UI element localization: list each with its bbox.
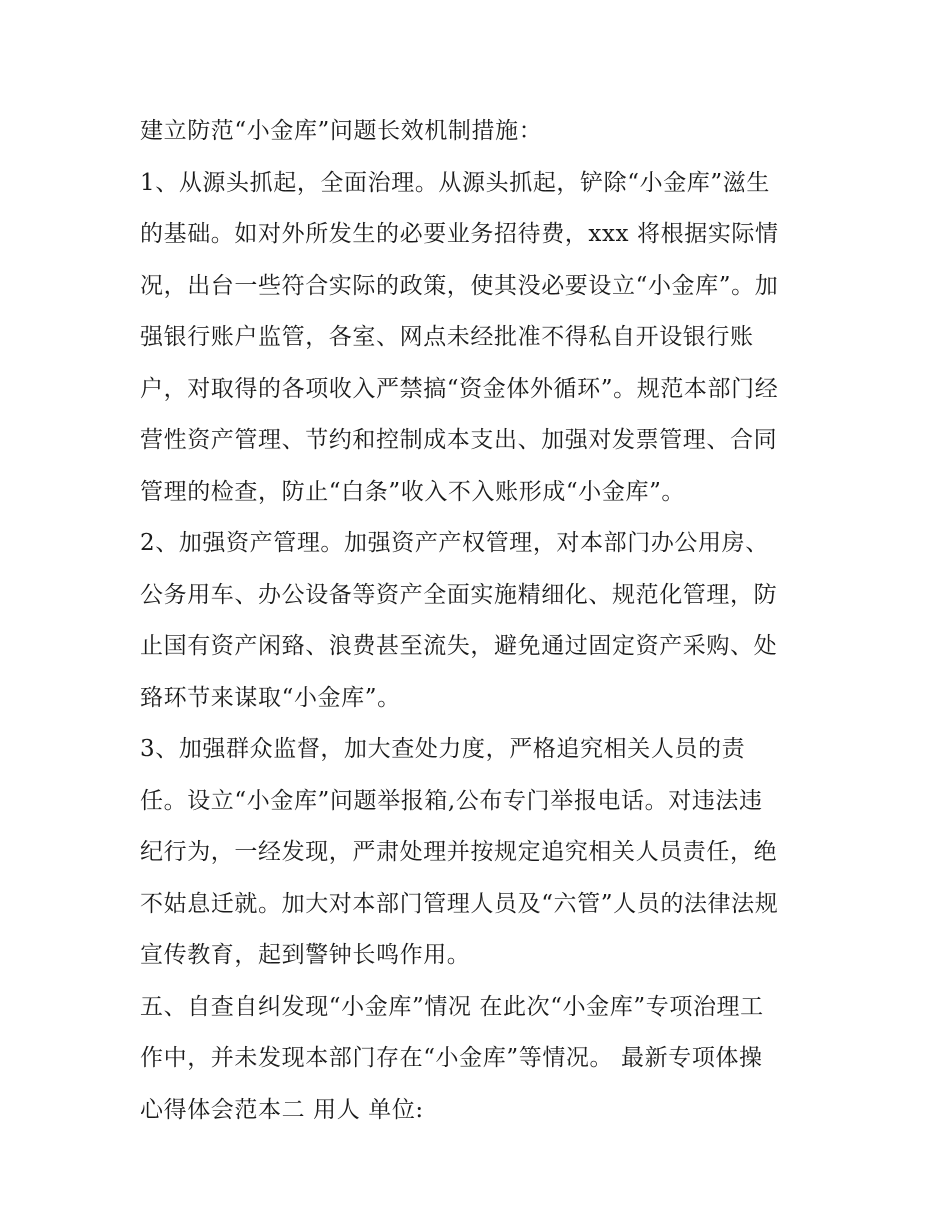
text-line: 3、加强群众监督，加大查处力度，严格追究相关人员的责 xyxy=(140,736,746,762)
text-line: 臵环节来谋取“小金库”。 xyxy=(140,684,401,711)
text-line: 任。设立“小金库”问题举报箱,公布专门举报电话。对违法违 xyxy=(140,787,763,814)
document-body xyxy=(140,106,830,1136)
text-line: 心得体会范本二 用人 单位: xyxy=(140,1096,424,1123)
text-line: 五、自查自纠发现“小金库”情况 在此次“小金库”专项治理工 xyxy=(140,993,764,1020)
text-line: 强银行账户监管，各室、网点未经批准不得私自开设银行账 xyxy=(140,324,754,350)
text-line: 宣传教育，起到警钟长鸣作用。 xyxy=(140,942,471,968)
text-line: 况，出台一些符合实际的政策，使其没必要设立“小金库”。加 xyxy=(140,272,779,299)
text-line: 管理的检查，防止“白条”收入不入账形成“小金库”。 xyxy=(140,478,686,505)
text-line: 1、从源头抓起，全面治理。从源头抓起，铲除“小金库”滋生 xyxy=(140,169,770,196)
text-line: 公务用车、办公设备等资产全面实施精细化、规范化管理，防 xyxy=(140,581,778,608)
text-line: 作中，并未发现本部门存在“小金库”等情况。 最新专项体操 xyxy=(140,1045,763,1071)
text-line: 不姑息迁就。加大对本部门管理人员及“六管”人员的法律法规 xyxy=(140,890,779,917)
text-line: 止国有资产闲臵、浪费甚至流失，避免通过固定资产采购、处 xyxy=(140,633,778,659)
document-heading-line: 建立防范“小金库”问题长效机制措施： xyxy=(140,118,543,144)
text-line: 户，对取得的各项收入严禁搞“资金体外循环”。规范本部门经 xyxy=(140,375,779,402)
text-line: 2、加强资产管理。加强资产产权管理，对本部门办公用房、 xyxy=(140,530,769,556)
text-line: 营性资产管理、节约和控制成本支出、加强对发票管理、合同 xyxy=(140,427,778,453)
text-line: 纪行为，一经发现，严肃处理并按规定追究相关人员责任，绝 xyxy=(140,839,778,865)
text-line: 的基础。如对外所发生的必要业务招待费，xxx 将根据实际情 xyxy=(140,221,779,247)
